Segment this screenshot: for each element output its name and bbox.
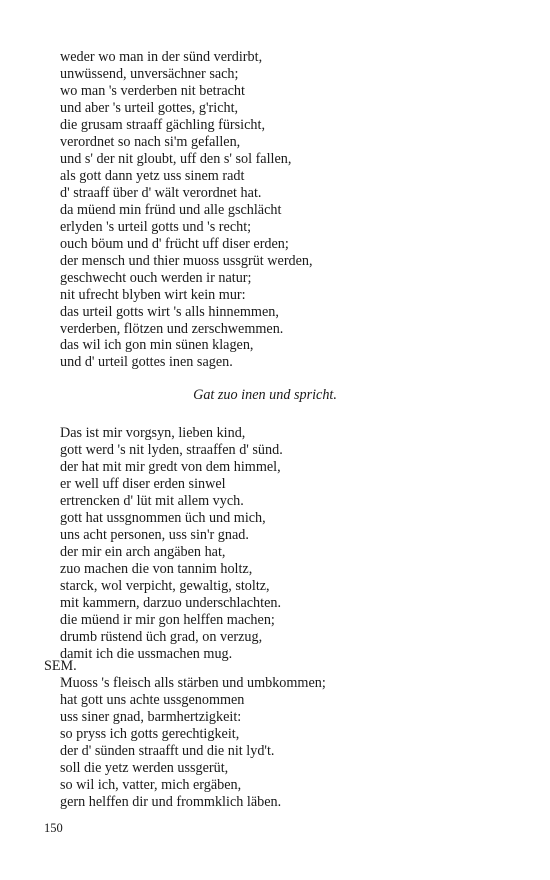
verse-line: so wil ich, vatter, mich ergäben,	[60, 776, 242, 793]
verse-line: die grusam straaff gächling fürsicht,	[60, 116, 265, 133]
verse-line: verordnet so nach si'm gefallen,	[60, 133, 241, 150]
verse-line: gern helffen dir und frommklich läben.	[60, 793, 282, 810]
verse-line: so pryss ich gotts gerechtigkeit,	[60, 725, 240, 742]
verse-line: der mensch und thier muoss ussgrüt werden,	[60, 252, 313, 269]
verse-line: gott hat ussgnommen üch und mich,	[60, 509, 266, 526]
verse-line: starck, wol verpicht, gewaltig, stoltz,	[60, 577, 270, 594]
verse-line: der hat mit mir gredt von dem himmel,	[60, 458, 281, 475]
verse-line: nit ufrecht blyben wirt kein mur:	[60, 286, 246, 303]
speaker-name: SEM.	[44, 658, 77, 674]
verse-line: uns acht personen, uss sin'r gnad.	[60, 526, 249, 543]
verse-block-1	[60, 49, 520, 371]
verse-block-2	[60, 425, 520, 663]
verse-line: soll die yetz werden ussgerüt,	[60, 759, 229, 776]
verse-line: das urteil gotts wirt 's alls hinnemmen,	[60, 303, 279, 320]
stage-direction: Gat zuo inen und spricht.	[193, 387, 337, 403]
verse-line: der d' sünden straafft und die nit lyd't.	[60, 742, 275, 759]
verse-line: als gott dann yetz uss sinem radt	[60, 167, 245, 184]
verse-line: und d' urteil gottes inen sagen.	[60, 354, 233, 371]
verse-line: weder wo man in der sünd verdirbt,	[60, 49, 263, 65]
verse-line: Muoss 's fleisch alls stärben und umbkommen;	[60, 675, 326, 691]
verse-line: und s' der nit gloubt, uff den s' sol fallen,	[60, 150, 292, 167]
verse-line: d' straaff über d' wält verordnet hat.	[60, 184, 262, 201]
verse-line: ouch böum und d' frücht uff diser erden;	[60, 235, 289, 252]
verse-line: der mir ein arch angäben hat,	[60, 543, 226, 560]
verse-line: verderben, flötzen und zerschwemmen.	[60, 320, 284, 337]
verse-line: mit kammern, darzuo underschlachten.	[60, 594, 282, 611]
verse-line: das wil ich gon min sünen klagen,	[60, 337, 254, 354]
verse-line: uss siner gnad, barmhertzigkeit:	[60, 708, 242, 725]
page-number: 150	[44, 821, 63, 835]
verse-line: erlyden 's urteil gotts und 's recht;	[60, 218, 252, 235]
verse-line: gott werd 's nit lyden, straaffen d' sünd.	[60, 441, 283, 458]
verse-line: da müend min fründ und alle gschlächt	[60, 201, 282, 218]
verse-line: geschwecht ouch werden ir natur;	[60, 269, 252, 286]
verse-line: er well uff diser erden sinwel	[60, 475, 226, 492]
verse-line: drumb rüstend üch grad, on verzug,	[60, 628, 263, 645]
verse-line: zuo machen die von tannim holtz,	[60, 560, 253, 577]
verse-line: unwüssend, unversächner sach;	[60, 65, 239, 82]
verse-line: ertrencken d' lüt mit allem vych.	[60, 492, 244, 509]
verse-line: wo man 's verderben nit betracht	[60, 82, 245, 99]
verse-line: damit ich die ussmachen mug.	[60, 645, 233, 662]
verse-line: Das ist mir vorgsyn, lieben kind,	[60, 425, 246, 441]
verse-block-3	[60, 675, 520, 811]
verse-line: und aber 's urteil gottes, g'richt,	[60, 99, 239, 116]
verse-line: die müend ir mir gon helffen machen;	[60, 611, 275, 628]
verse-line: hat gott uns achte ussgenommen	[60, 691, 245, 708]
